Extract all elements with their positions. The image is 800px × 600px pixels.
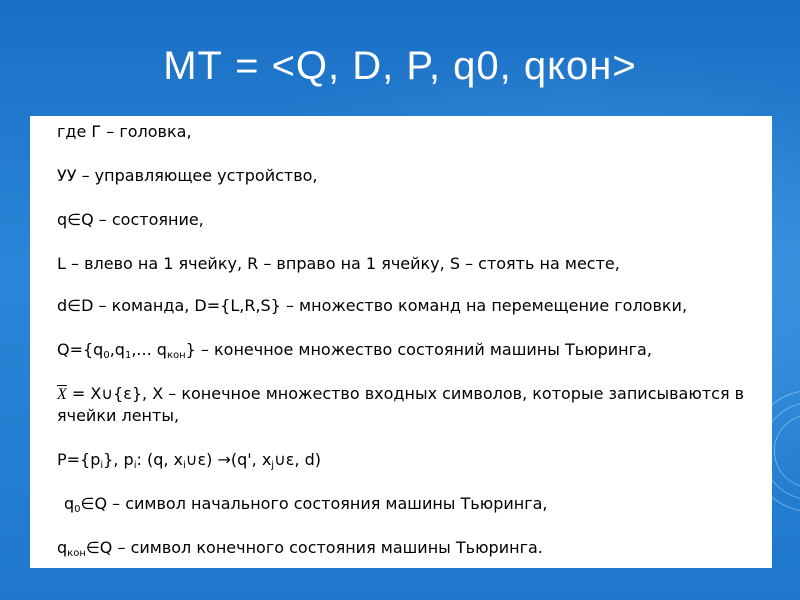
text-line-initial-state — [64, 494, 548, 515]
x-bar-symbol: $\overline{X}$ — [57, 386, 67, 403]
text-line-head: где Г – головка, — [57, 122, 192, 141]
subscript: j — [271, 460, 275, 471]
text-part: q — [64, 494, 75, 513]
text-part: : (q, x — [136, 450, 183, 469]
text-line-control-unit: УУ – управляющее устройство, — [57, 166, 318, 185]
text-part: ,... q — [131, 340, 167, 359]
slide-title: МТ = <Q, D, P, q0, qкон> — [163, 44, 637, 88]
subscript: 1 — [124, 350, 132, 361]
text-line-alphabet-cont: ячейки ленты, — [57, 406, 180, 425]
text-part: }, p — [103, 450, 134, 469]
text-part: P={p — [57, 450, 101, 469]
text-part: ∪ε, d) — [274, 450, 322, 469]
text-part: ∈Q – символ начального состояния машины Тьюринга, — [80, 494, 548, 513]
text-line-state: q∈Q – состояние, — [57, 210, 204, 229]
text-line-commands: d∈D – команда, D={L,R,S} – множество команд на перемещение головки, — [57, 296, 688, 315]
text-part: } – конечное множество состояний машины Тьюринга, — [185, 340, 652, 359]
content-box — [30, 116, 772, 568]
text-line-alphabet — [57, 384, 744, 404]
subscript: i — [182, 460, 186, 471]
text-part: Q={q — [57, 340, 104, 359]
text-part: ,q — [109, 340, 125, 359]
subscript: кон — [67, 548, 86, 559]
subscript: кон — [166, 350, 186, 361]
subscript: i — [133, 460, 137, 471]
text-line-program — [57, 450, 321, 471]
subscript: 0 — [74, 504, 81, 515]
text-line-final-state — [57, 538, 543, 559]
text-line-moves: L – влево на 1 ячейку, R – вправо на 1 ячейку, S – стоять на месте, — [57, 254, 620, 273]
subscript: i — [100, 460, 104, 471]
text-part: ∈Q – символ конечного состояния машины Тьюринга. — [85, 538, 543, 557]
subscript: 0 — [103, 350, 110, 361]
text-part: = X∪{ε}, X – конечное множество входных символов, которые записываются в — [66, 384, 745, 403]
text-part: ∪ε) →(q', x — [185, 450, 272, 469]
text-part: q — [57, 538, 68, 557]
text-line-states-set — [57, 340, 652, 361]
